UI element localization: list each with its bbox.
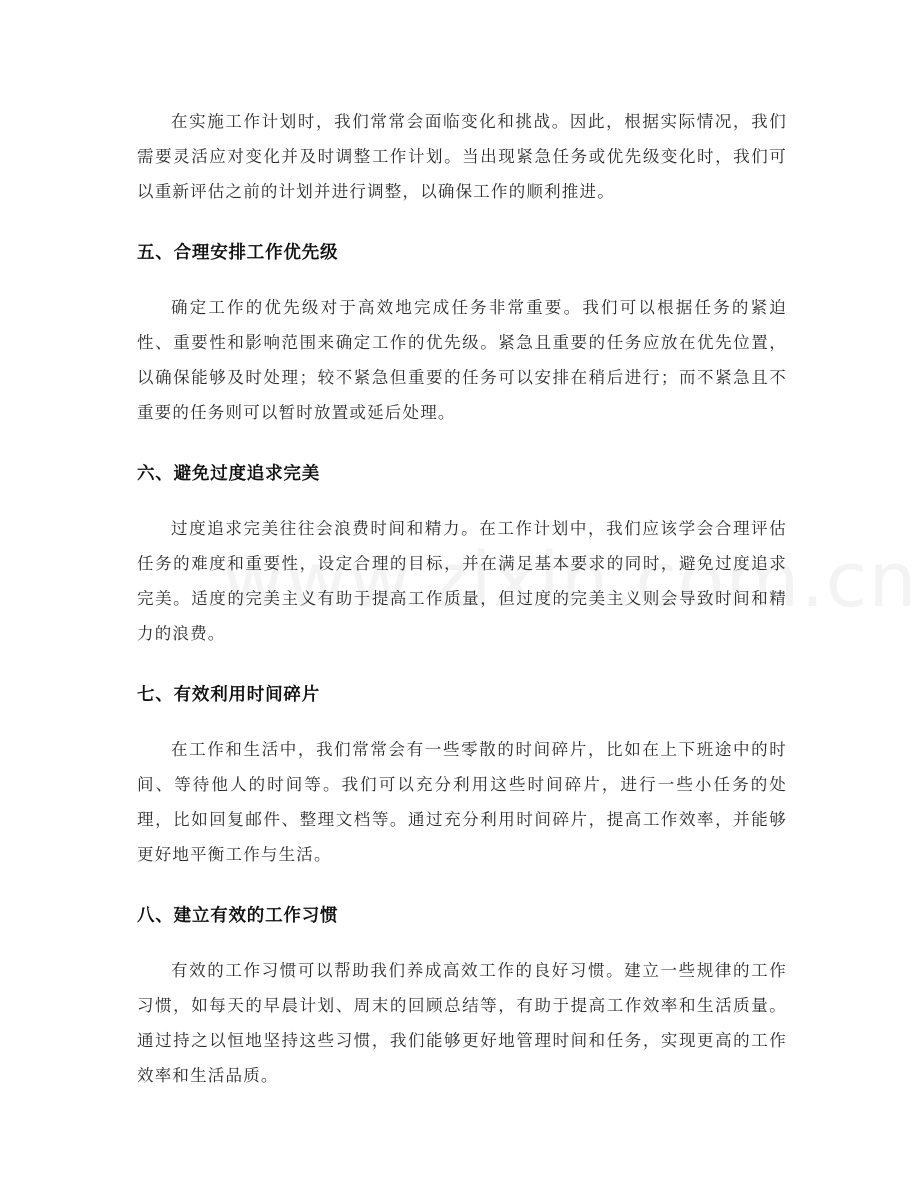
paragraph-work-habits: 有效的工作习惯可以帮助我们养成高效工作的良好习惯。建立一些规律的工作习惯，如每天的早晨计划、周末的回顾总结等，有助于提高工作效率和生活质量。通过持之以恒地坚持这些习惯，我们能够更好地管理时间和任务，实现更高的工作效率和生活品质。 [137, 961, 787, 1085]
paragraph-time-fragments: 在工作和生活中，我们常常会有一些零散的时间碎片，比如在上下班途中的时间、等待他人的时间等。我们可以充分利用这些时间碎片，进行一些小任务的处理，比如回复邮件、整理文档等。通过充分利用时间碎片，提高工作效率，并能够更好地平衡工作与生活。 [137, 740, 787, 864]
heading-time-fragments: 七、有效利用时间碎片 [137, 685, 320, 705]
heading-perfectionism: 六、避免过度追求完美 [137, 464, 320, 484]
paragraph-priority: 确定工作的优先级对于高效地完成任务非常重要。我们可以根据任务的紧迫性、重要性和影响范围来确定工作的优先级。紧急且重要的任务应放在优先位置，以确保能够及时处理；较不紧急但重要的任务可以安排在稍后进行；而不紧急且不重要的任务则可以暂时放置或延后处理。 [137, 298, 787, 422]
paragraph-perfectionism: 过度追求完美往往会浪费时间和精力。在工作计划中，我们应该学会合理评估任务的难度和重要性，设定合理的目标，并在满足基本要求的同时，避免过度追求完美。适度的完美主义有助于提高工作质量，但过度的完美主义则会导致时间和精力的浪费。 [137, 519, 787, 643]
heading-priority: 五、合理安排工作优先级 [137, 243, 339, 263]
heading-work-habits: 八、建立有效的工作习惯 [137, 906, 339, 926]
paragraph-adjust-plan: 在实施工作计划时，我们常常会面临变化和挑战。因此，根据实际情况，我们需要灵活应对变化并及时调整工作计划。当出现紧急任务或优先级变化时，我们可以重新评估之前的计划并进行调整，以确保工作的顺利推进。 [137, 112, 787, 201]
document-body [137, 104, 787, 1093]
